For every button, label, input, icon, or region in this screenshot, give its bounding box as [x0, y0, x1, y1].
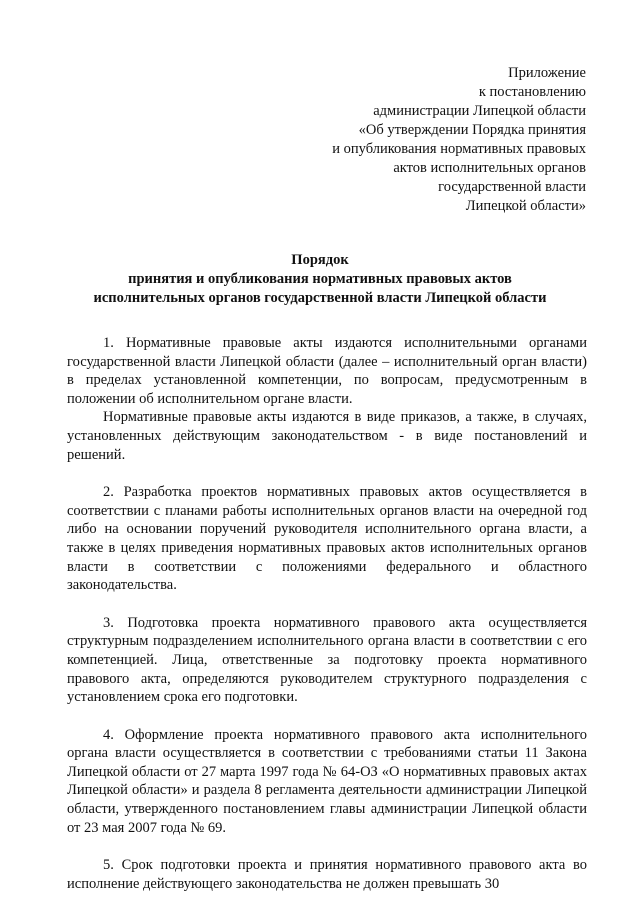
appendix-line: администрации Липецкой области [373, 103, 586, 119]
paragraph-1-continuation: Нормативные правовые акты издаются в виде приказов, а также, в случаях, установленных действующим законодательством - в виде постановлений и решений. [67, 409, 587, 463]
appendix-line: государственной власти [438, 179, 586, 195]
paragraph-spacer [67, 837, 587, 856]
paragraph-1: 1. Нормативные правовые акты издаются исполнительными органами государственной власти Липецкой области (далее – исполнительный орган власти) в пределах установленной компетенции, по вопросам, предусмотренным в положении об исполнительном органе власти. [67, 335, 587, 407]
paragraph-2: 2. Разработка проектов нормативных правовых актов осуществляется в соответствии с планами работы исполнительных органов власти на очередной год либо на основании поручений руководителя исполнительного органа власти, а также в целях приведения нормативных правовых актов исполнительных органов власти в соответствии с положениями федерального и областного законодательства. [67, 484, 587, 594]
document-title [54, 251, 586, 308]
appendix-line: Липецкой области» [465, 198, 586, 214]
appendix-line: «Об утверждении Порядка принятия [358, 122, 586, 138]
appendix-line: и опубликования нормативных правовых [332, 141, 586, 157]
paragraph-spacer [67, 595, 587, 614]
appendix-line: Приложение [508, 65, 586, 81]
appendix-line: к постановлению [478, 84, 586, 100]
paragraph-3: 3. Подготовка проекта нормативного правового акта осуществляется структурным подразделением исполнительного органа власти в соответствии с его компетенцией. Лица, ответственные за подготовку проекта нормативного правового акта, определяются руководителем структурного подразделения с установлением срока его подготовки. [67, 614, 587, 706]
paragraph-4: 4. Оформление проекта нормативного правового акта исполнительного органа власти осуществляется в соответствии с требованиями статьи 11 Закона Липецкой области от 27 марта 1997 года № 64-ОЗ «О нормативных правовых актах Липецкой области» и раздела 8 регламента деятельности администрации Липецкой области, утвержденного постановлением главы администрации Липецкой области от 23 мая 2007 года № 69. [67, 726, 587, 836]
paragraph-spacer [67, 464, 587, 483]
title-line: Порядок [291, 252, 349, 268]
appendix-header [332, 64, 586, 216]
title-line: принятия и опубликования нормативных правовых актов [128, 271, 512, 287]
appendix-line: актов исполнительных органов [393, 160, 586, 176]
paragraph-spacer [67, 707, 587, 726]
document-body [67, 334, 587, 893]
title-line: исполнительных органов государственной власти Липецкой области [93, 290, 547, 306]
paragraph-5: 5. Срок подготовки проекта и принятия нормативного правового акта во исполнение действующего законодательства не должен превышать 30 [67, 857, 587, 892]
